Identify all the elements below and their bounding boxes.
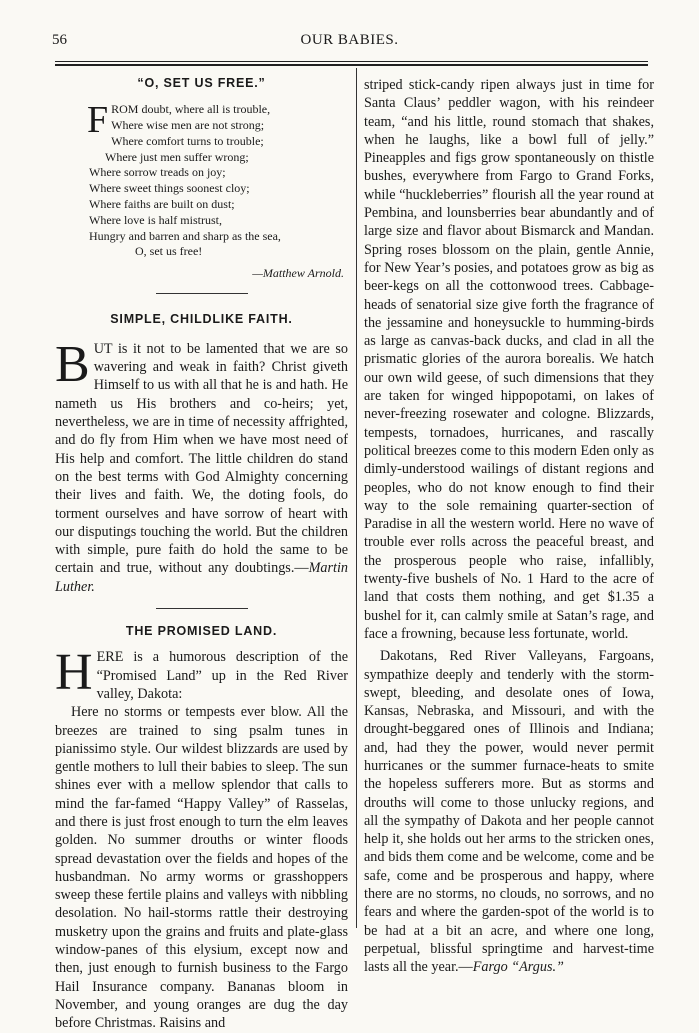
header-rule-thick xyxy=(55,64,648,66)
land-paragraph-1: Here no storms or tempests ever blow. All the breezes are trained to sing psalm tunes in pianissimo style. Our wildest blizzards are used by gentle mothers to lull their babies to sleep. The sun shines ever with a mellow splendor that calls to mind the far-famed “Happy Valley” of Rasselas, and there is just frost enough to turn the elm leaves golden. No summer drouths or winter floods spread devastation over the fields and hopes of the husbandman. No army worms or grasshoppers sweep these fertile plains and valleys with nibbling desolation. No hail-storms rattle their destroying musketry upon the grains and fruits and plate-glass window-panes of this elysium, except now and then, just enough to furnish business to the Fargo Hail Insurance company. Bananas bloom in November, and young oranges are dug the day before Christmas. Raisins and xyxy=(55,704,348,1032)
right-column xyxy=(364,76,654,977)
faith-author: Martin Luther. xyxy=(55,560,348,595)
faith-text: UT is it not to be lamented that we are so wavering and weak in faith? Christ giveth Himself to us with all that he is and hath. He nameth us His brothers and co-heirs; yet, nevertheless, we are in time of necessity affrighted, and do fly from Him when we have most need of His help and comfort. The little children do stand on the best terms with God Almighty concerning their lives and faith. We, the doting fools, do torment ourselves and have sorrow of heart with our disputings touching the world. But the children with simple, pure faith do hold the same to be certain and true, without any doubtings.— xyxy=(55,340,348,577)
poem-line: Hungry and barren and sharp as the sea, xyxy=(89,228,281,243)
header-rule-thin xyxy=(55,61,648,62)
poem-line: Where sorrow treads on joy; xyxy=(89,165,226,180)
poem-lines xyxy=(87,99,348,260)
faith-drop-cap: B xyxy=(55,335,90,393)
poem-line: Where love is half mistrust, xyxy=(89,212,222,227)
poem-title: “O, SET US FREE.” xyxy=(137,76,266,90)
land-paragraph-2 xyxy=(364,647,654,976)
land-title: THE PROMISED LAND. xyxy=(125,624,278,639)
poem-line: O, set us free! xyxy=(135,244,203,259)
running-title: OUR BABIES. xyxy=(300,32,399,48)
poem-line: Where faiths are built on dust; xyxy=(89,197,235,212)
land-intro: ERE is a humorous description of the “Promised Land” up in the Red River valley, Dakota: xyxy=(96,649,348,702)
land-source: Fargo “Argus.” xyxy=(472,959,564,976)
faith-article xyxy=(55,335,348,596)
column-divider xyxy=(356,68,357,928)
poem-line: Where sweet things soonest cloy; xyxy=(89,181,250,196)
poem-attribution: —Matthew Arnold. xyxy=(252,266,344,281)
land-paragraph-2-text: Dakotans, Red River Valleyans, Fargoans, sympathize deeply and tenderly with the storm-swept, bleeding, and desolate ones of Iowa, Kansas, Nebraska, and Missouri, and with the drought-beggared ones of Illinois and Indiana; and, had they the power, would never permit hurricanes or the summer furnace-heats to smite the hopeless sufferers more. But as storms and drouths will come to those unlucky regions, and all the sympathy of Dakota and her people cannot help it, she holds out her arms to the stricken ones, and bids them come and be welcome, come and be safe, come and be prosperous and happy, where there are no storms, no clouds, no sorrows, and no fears and where the garden-spot of the world is to be had at a bit an acre, and where one long, perpetual, blissful springtime and harvest-time lasts all the year.— xyxy=(364,648,654,976)
poem-line: Where wise men are not strong; xyxy=(111,118,265,133)
land-paragraph-1-continued: striped stick-candy ripen always just in time for Santa Claus’ peddler wagon, with his reindeer team, “and his little, round stomach that shakes, when he laughs, like a bowl full of jelly.” Pineapples and figs grow spontaneously on thistle bushes, everywhere from Fargo to Grand Forks, while “huckleberries” flourish all the year round at Pembina, and lounsberries bear abundantly and of large size and flavor about Bismarck and Mandan. Spring roses blossom on the plain, gentle Annie, for New Year’s posies, and potatoes grow as big as beer-kegs on all the cottonwood trees. Cabbage-heads of senatorial size give forth the fragrance of the jessamine and honeysuckle to humming-birds as large as canvas-back ducks, and clad in all the prismatic glories of the aurora borealis. We hatch our own wild geese, of such dimensions that they are taken for winged hippopotami, on lakes of never-freezing rosewater and cologne. Blizzards, tempests, tornadoes, hurricanes, and rascally political breezes come to this modern Eden only as dimly-understood wailings of distant regions and peoples, who do not know enough to find their way to the sole remaining quarter-section of Paradise in all the western world. Here no wave of trouble ever rolls across the peaceful breast, and the prosperous people who raise, infallibly, twenty-five bushels of No. 1 Hard to the acre of land that costs them nothing, and get $1.35 a bushel for it, can calmly smile at Satan’s rage, and face a frowning, because less fortunate, world. xyxy=(364,77,654,642)
faith-body xyxy=(55,335,348,596)
left-column xyxy=(55,74,348,1033)
poem-line: Where comfort turns to trouble; xyxy=(111,133,264,148)
poem-line: ROM doubt, where all is trouble, xyxy=(111,102,271,117)
poem-body xyxy=(87,99,348,260)
poem-drop-cap: F xyxy=(87,99,109,142)
faith-title: SIMPLE, CHILDLIKE FAITH. xyxy=(110,311,293,326)
land-drop-cap: H xyxy=(55,644,93,702)
page-number: 56 xyxy=(52,32,67,48)
land-article xyxy=(55,644,348,1032)
poem-line: Where just men suffer wrong; xyxy=(105,149,249,164)
section-separator xyxy=(156,293,248,294)
section-separator-2 xyxy=(156,608,248,609)
page-header xyxy=(52,32,647,54)
